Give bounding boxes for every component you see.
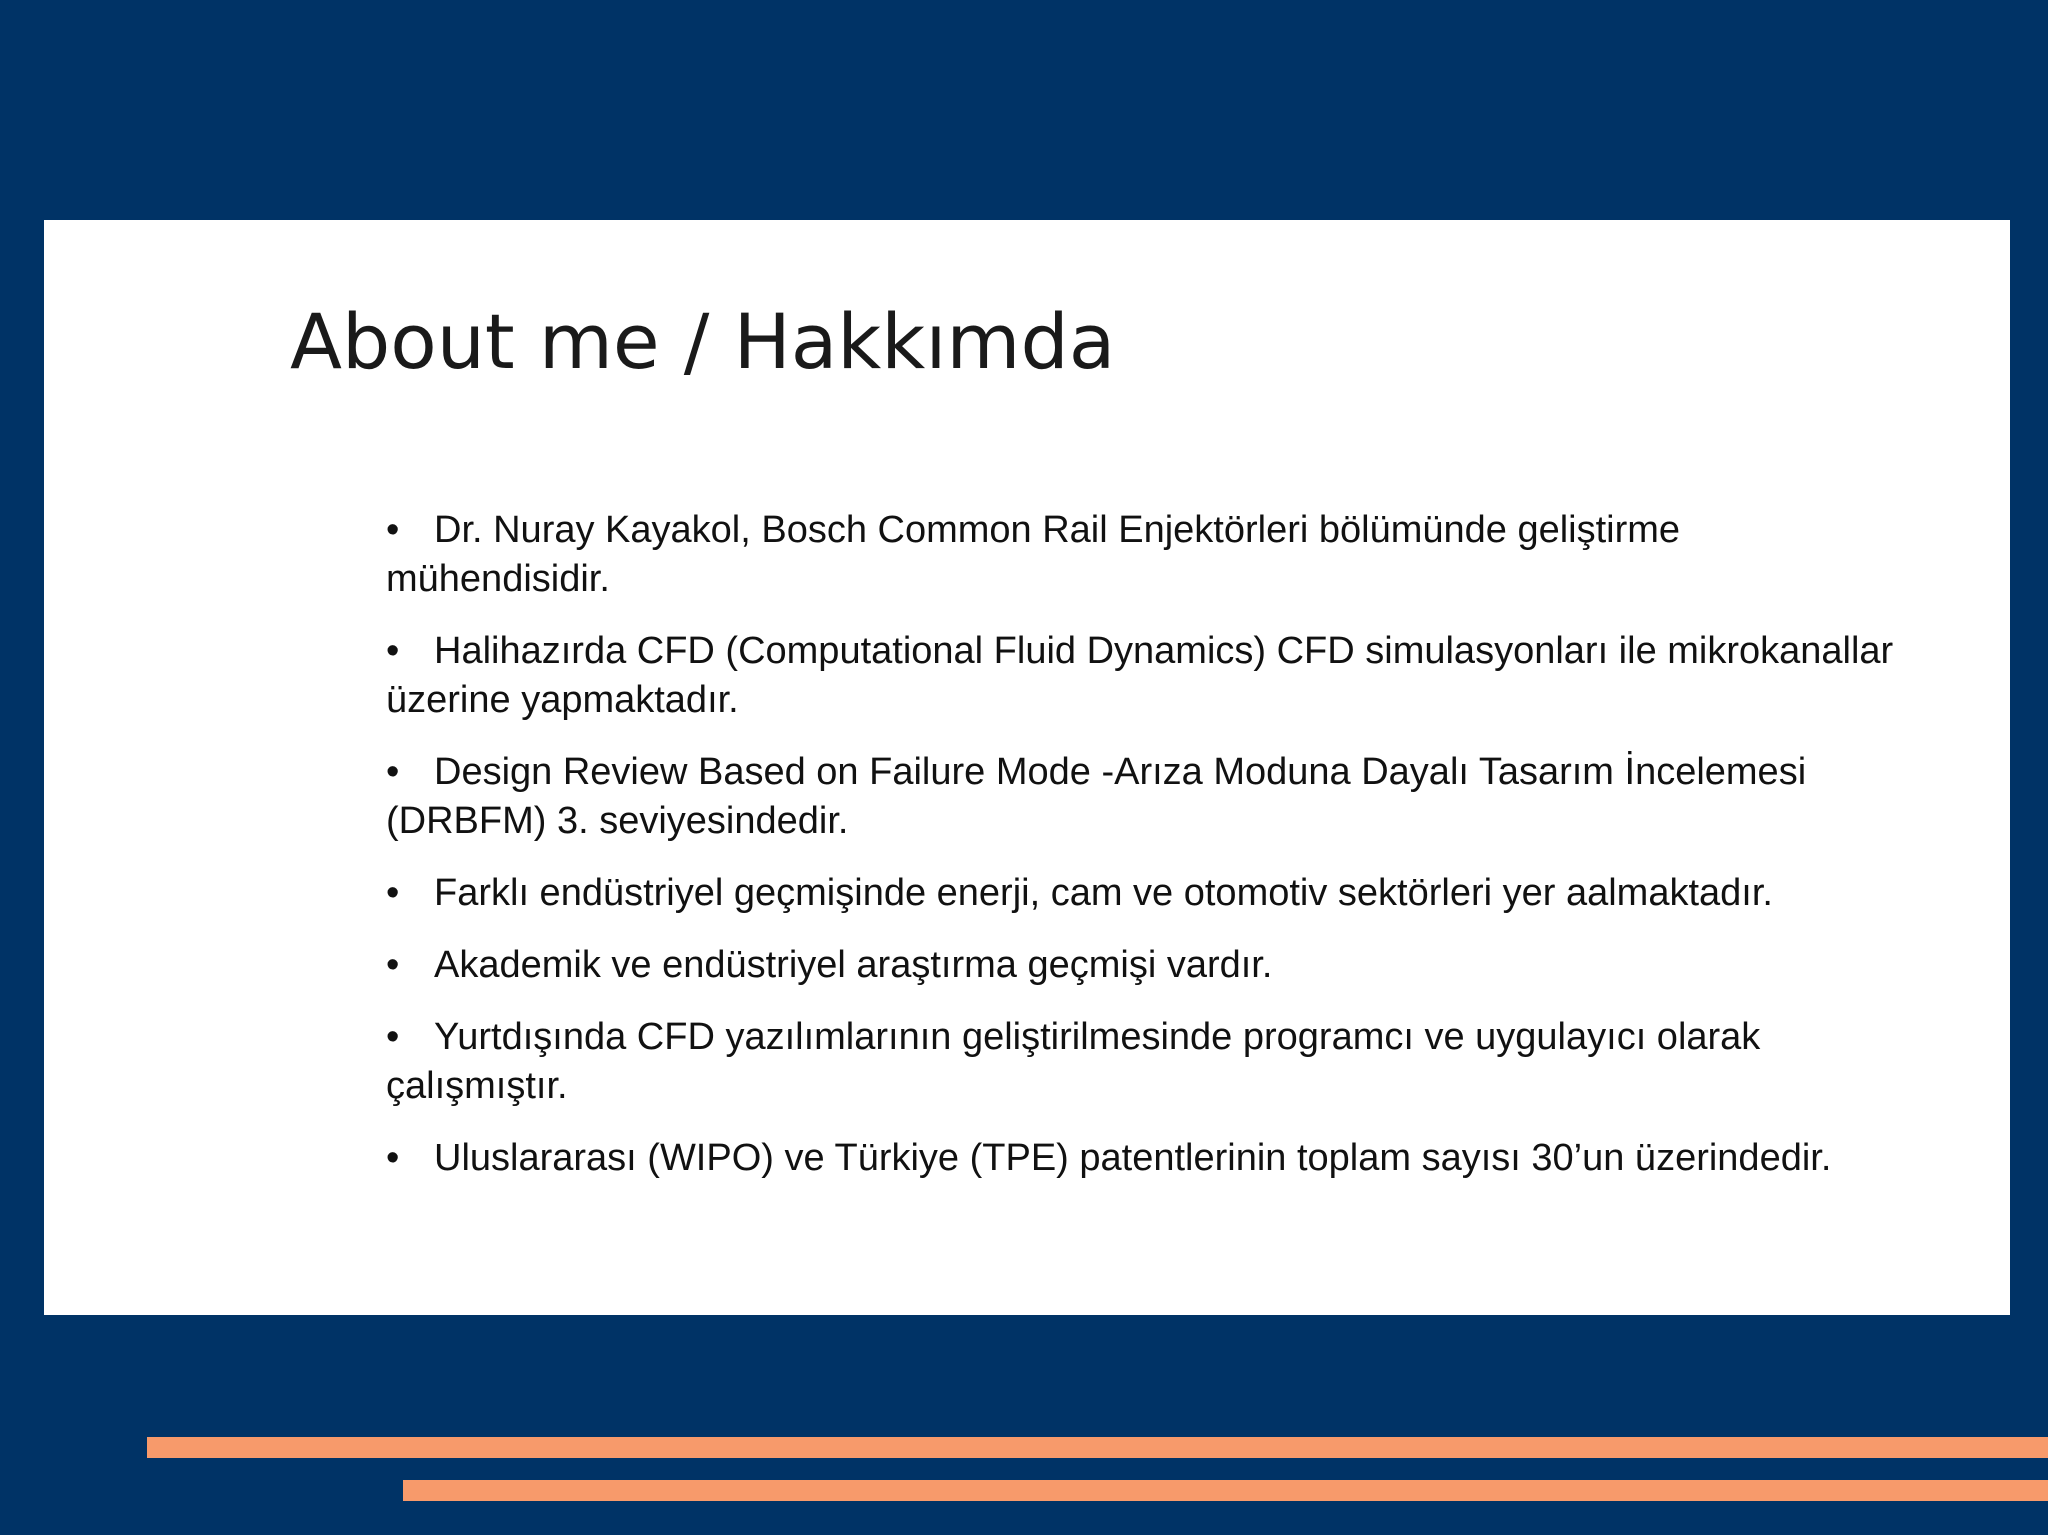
bullet-marker: •: [386, 1137, 400, 1179]
slide-title: About me / Hakkımda: [290, 297, 1116, 386]
bullet-item: [386, 941, 1906, 990]
bullet-text: Dr. Nuray Kayakol, Bosch Common Rail Enjektörleri bölümünde geliştirme mühendisidir.: [386, 509, 1681, 600]
bullet-text: Design Review Based on Failure Mode -Arıza Moduna Dayalı Tasarım İncelemesi (DRBFM) 3. seviyesindedir.: [386, 751, 1807, 842]
bullet-text: Halihazırda CFD (Computational Fluid Dynamics) CFD simulasyonları ile mikrokanallar üzerine yapmaktadır.: [386, 630, 1894, 721]
bullet-marker: •: [386, 872, 400, 914]
bullet-text: Uluslararası (WIPO) ve Türkiye (TPE) patentlerinin toplam sayısı 30’un üzerindedir.: [434, 1137, 1832, 1179]
bullet-item: [386, 1013, 1906, 1111]
accent-stripe-upper: [147, 1437, 2048, 1458]
bullet-text: Akademik ve endüstriyel araştırma geçmişi vardır.: [434, 944, 1273, 986]
bullet-marker: •: [386, 509, 400, 551]
bullet-item: [386, 748, 1906, 846]
bullet-list: [386, 506, 1906, 1206]
bullet-item: [386, 506, 1906, 604]
bullet-marker: •: [386, 630, 400, 672]
bullet-marker: •: [386, 944, 400, 986]
bullet-item: [386, 627, 1906, 725]
bullet-marker: •: [386, 751, 400, 793]
bullet-item: [386, 869, 1906, 918]
bullet-text: Yurtdışında CFD yazılımlarının geliştirilmesinde programcı ve uygulayıcı olarak çalışmıştır.: [386, 1016, 1761, 1107]
bullet-item: [386, 1134, 1906, 1183]
bullet-text: Farklı endüstriyel geçmişinde enerji, cam ve otomotiv sektörleri yer aalmaktadır.: [434, 872, 1773, 914]
bullet-marker: •: [386, 1016, 400, 1058]
accent-stripe-lower: [403, 1480, 2048, 1501]
